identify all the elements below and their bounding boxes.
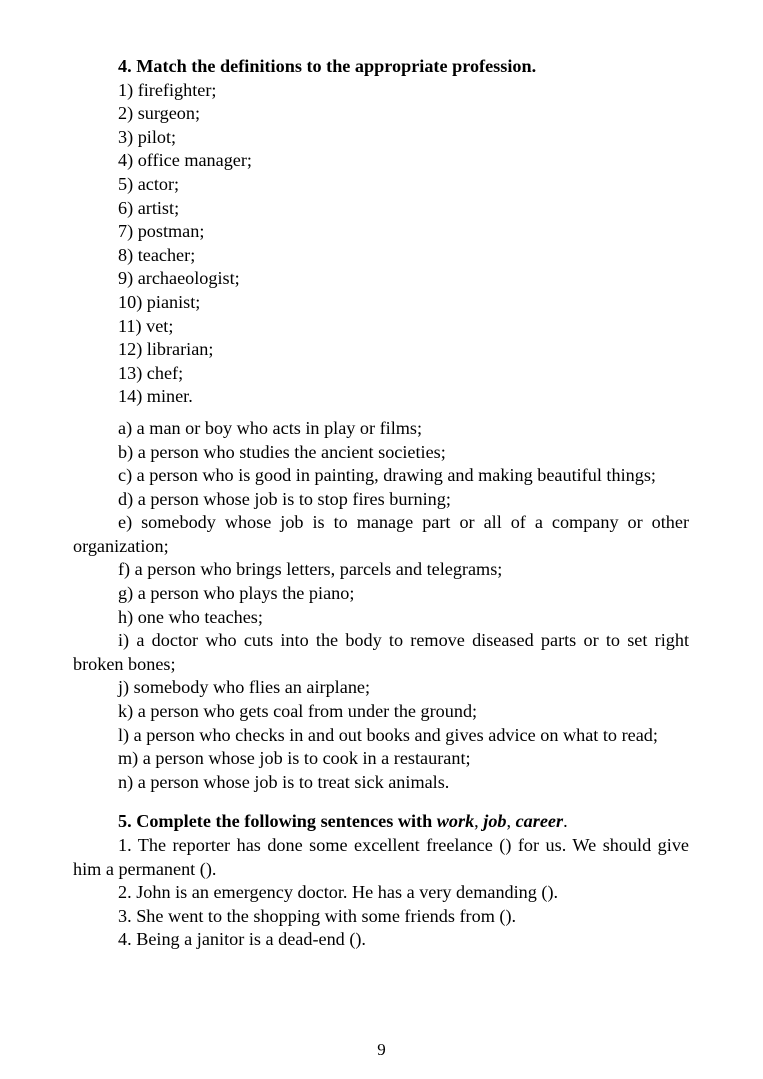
definition-item: b) a person who studies the ancient societies; [118, 441, 446, 462]
keyword-job: job [483, 811, 507, 832]
profession-list [73, 79, 689, 409]
profession-item: 2) surgeon; [118, 103, 201, 124]
profession-item: 11) vet; [118, 315, 174, 336]
definition-item: n) a person whose job is to treat sick animals. [118, 771, 450, 792]
keyword-separator: , [506, 811, 516, 832]
keyword-separator: , [474, 811, 484, 832]
profession-item: 13) chef; [118, 362, 184, 383]
sentence-item: 1. The reporter has done some excellent freelance () for us. We should give him a permanent (). [73, 835, 689, 879]
definition-item: f) a person who brings letters, parcels and telegrams; [118, 559, 503, 580]
task-5 [73, 810, 689, 952]
document-page [73, 55, 689, 952]
page-number: 9 [377, 1040, 386, 1059]
definition-item: i) a doctor who cuts into the body to remove diseased parts or to set right broken bones; [73, 630, 689, 674]
definition-item: e) somebody whose job is to manage part or all of a company or other organization; [73, 512, 689, 556]
definition-item: j) somebody who flies an airplane; [118, 677, 371, 698]
task-5-heading [73, 810, 689, 834]
keyword-career: career [515, 811, 564, 832]
definition-item: k) a person who gets coal from under the ground; [118, 701, 478, 722]
definition-item: h) one who teaches; [118, 606, 263, 627]
definition-item: c) a person who is good in painting, drawing and making beautiful things; [118, 465, 656, 486]
definition-item: d) a person whose job is to stop fires burning; [118, 488, 451, 509]
profession-item: 9) archaeologist; [118, 268, 240, 289]
sentence-item: 3. She went to the shopping with some friends from (). [118, 905, 517, 926]
profession-item: 7) postman; [118, 221, 205, 242]
task-4 [73, 55, 689, 794]
profession-item: 3) pilot; [118, 126, 177, 147]
keyword-work: work [436, 811, 475, 832]
profession-item: 4) office manager; [118, 150, 252, 171]
definition-item: a) a man or boy who acts in play or films; [118, 417, 423, 438]
definition-item: g) a person who plays the piano; [118, 583, 355, 604]
task-5-heading-text: 5. Complete the following sentences with [118, 811, 437, 832]
profession-item: 1) firefighter; [118, 79, 217, 100]
sentence-item: 2. John is an emergency doctor. He has a very demanding (). [118, 882, 559, 903]
profession-item: 12) librarian; [118, 339, 214, 360]
task-4-heading: 4. Match the definitions to the appropriate profession. [118, 56, 537, 76]
heading-period: . [563, 811, 568, 832]
sentence-item: 4. Being a janitor is a dead-end (). [118, 929, 366, 950]
definition-item: m) a person whose job is to cook in a restaurant; [118, 748, 471, 769]
profession-item: 5) actor; [118, 173, 180, 194]
definition-list [73, 417, 689, 795]
profession-item: 14) miner. [118, 386, 193, 407]
profession-item: 6) artist; [118, 197, 180, 218]
profession-item: 10) pianist; [118, 291, 201, 312]
definition-item: l) a person who checks in and out books and gives advice on what to read; [118, 724, 658, 745]
profession-item: 8) teacher; [118, 244, 196, 265]
